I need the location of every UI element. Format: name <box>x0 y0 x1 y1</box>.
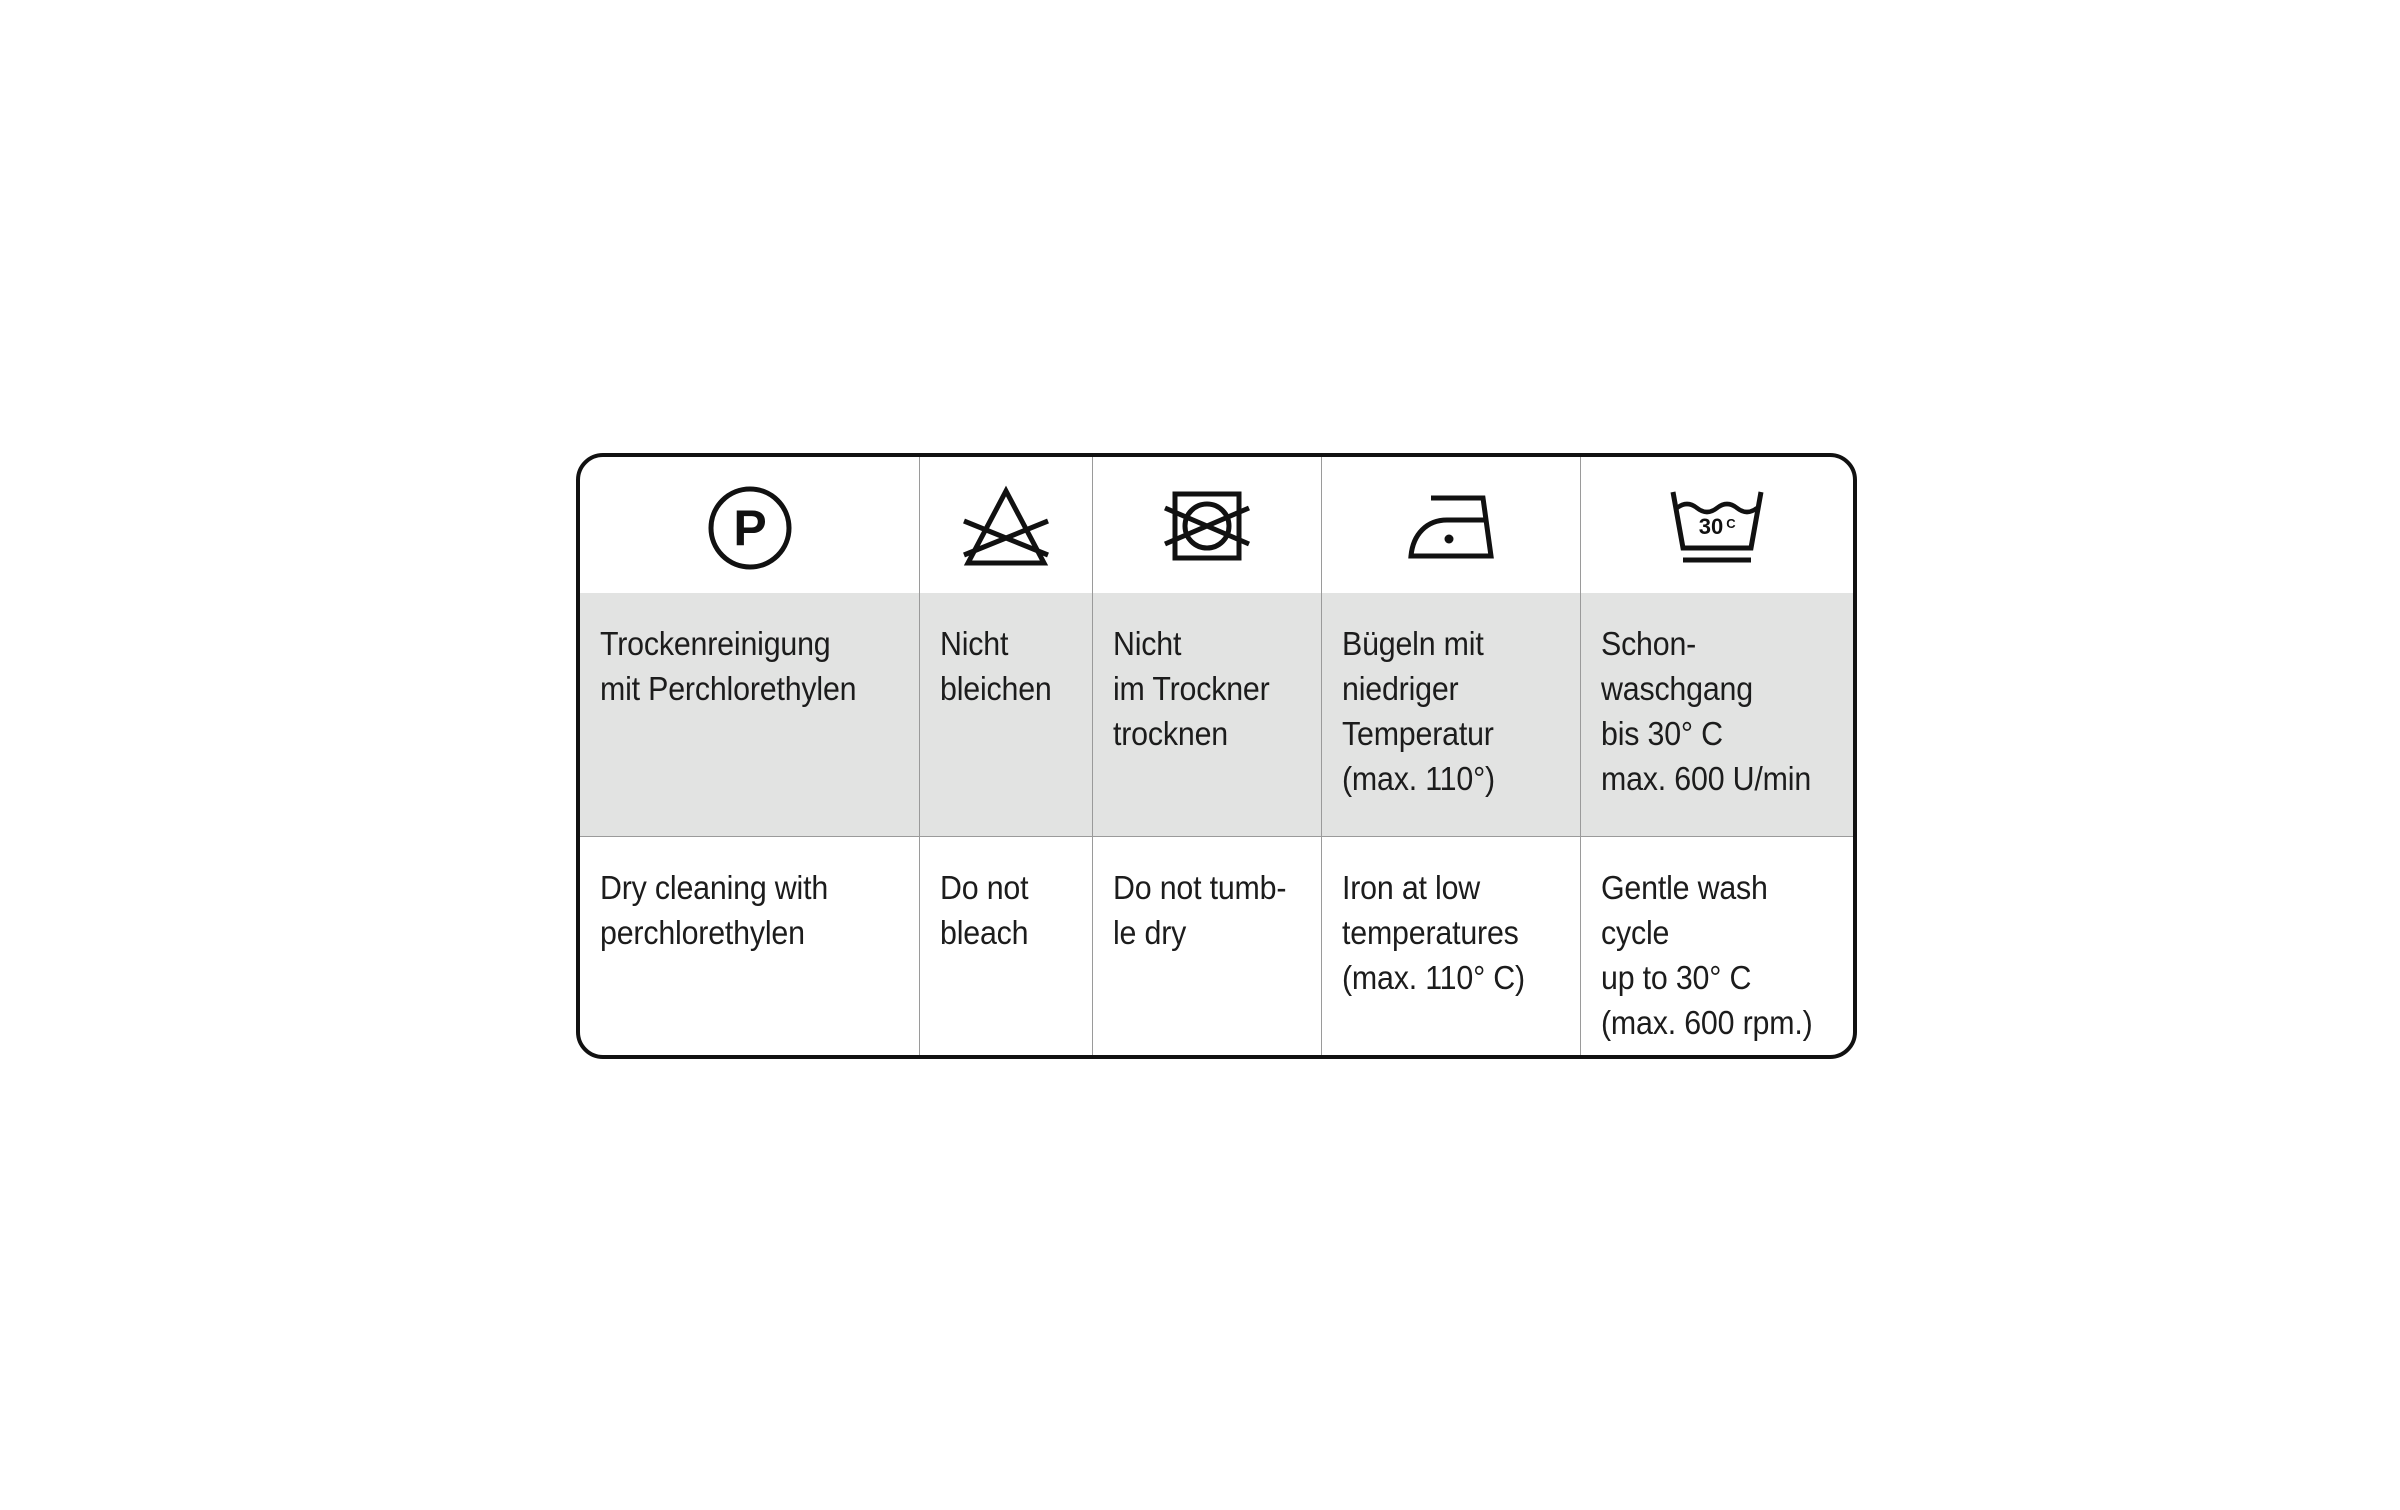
german-cell <box>919 593 1092 836</box>
english-cell <box>1580 837 1853 1059</box>
german-cell <box>1321 593 1580 836</box>
german-cell <box>1092 593 1321 836</box>
english-label: Do not bleach <box>940 869 1029 951</box>
german-text-row <box>580 593 1853 836</box>
gentle-wash-30-icon-svg <box>1667 486 1767 570</box>
dry-clean-p-icon-svg <box>705 483 795 573</box>
german-label: Nicht bleichen <box>940 625 1052 707</box>
care-symbol-table <box>576 453 1857 1059</box>
english-cell <box>1092 837 1321 1059</box>
german-cell <box>580 593 919 836</box>
do-not-bleach-icon <box>919 457 1092 593</box>
german-label: Bügeln mit niedriger Temperatur (max. 110°) <box>1342 625 1495 797</box>
iron-low-temperature-icon <box>1321 457 1580 593</box>
iron-low-temperature-icon-svg <box>1403 488 1499 568</box>
wash-temperature-value: 30 <box>1698 514 1724 539</box>
do-not-tumble-dry-icon-svg <box>1161 488 1253 568</box>
english-label: Dry cleaning with perchlorethylen <box>600 869 829 951</box>
english-label: Do not tumb- le dry <box>1113 869 1287 951</box>
gentle-wash-30-icon <box>1580 457 1853 593</box>
german-label: Nicht im Trockner trocknen <box>1113 625 1270 752</box>
german-label: Trockenreinigung mit Perchlorethylen <box>600 625 857 707</box>
english-label: Iron at low temperatures (max. 110° C) <box>1342 869 1525 996</box>
english-text-row <box>580 836 1853 1059</box>
do-not-tumble-dry-icon <box>1092 457 1321 593</box>
english-cell <box>919 837 1092 1059</box>
english-cell <box>1321 837 1580 1059</box>
icon-row <box>580 457 1853 593</box>
dry-clean-p-letter: P <box>732 500 767 556</box>
english-label: Gentle wash cycle up to 30° C (max. 600 rpm.) <box>1601 869 1813 1041</box>
dry-clean-p-icon <box>580 457 919 593</box>
english-cell <box>580 837 919 1059</box>
german-label: Schon- waschgang bis 30° C max. 600 U/min <box>1601 625 1812 797</box>
do-not-bleach-icon-svg <box>958 485 1054 571</box>
german-cell <box>1580 593 1853 836</box>
wash-temperature-unit: C <box>1726 516 1736 531</box>
